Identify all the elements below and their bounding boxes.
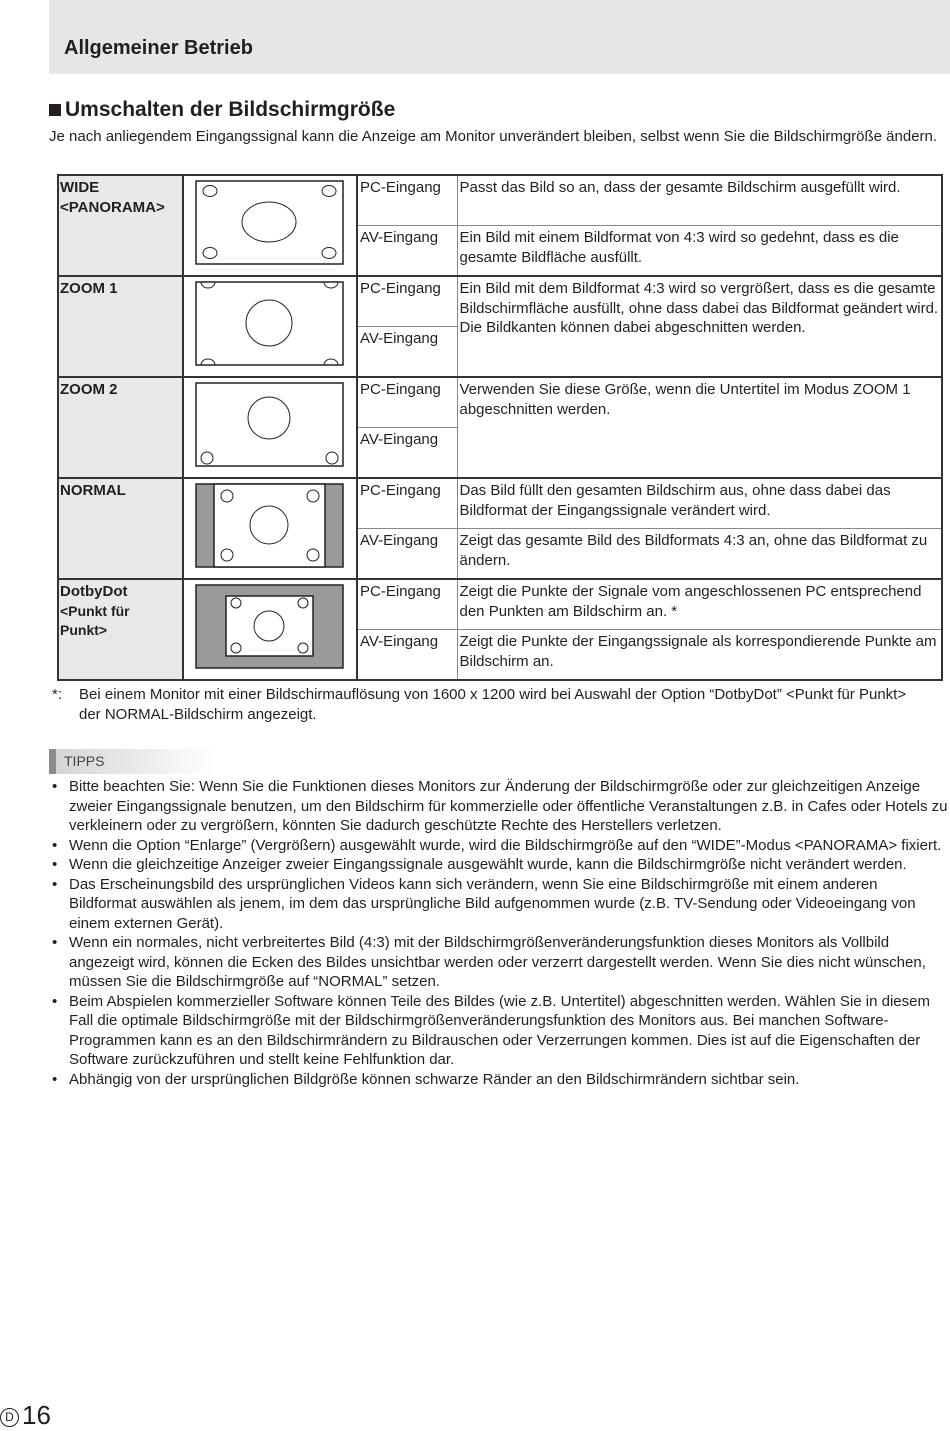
footnote: *: Bei einem Monitor mit einer Bildschirmauflösung von 1600 x 1200 wird bei Auswahl der Option “DotbyDot” <Punkt für Punkt> der NORMAL-Bildschirm angezeigt.	[52, 686, 907, 723]
list-item: • Wenn die Option “Enlarge” (Vergrößern) ausgewählt wurde, wird die Bildschirmgröße auf den “WIDE”-Modus <PANORAMA> fixiert.	[49, 836, 949, 856]
list-item: • Wenn ein normales, nicht verbreitertes Bild (4:3) mit der Bildschirmgrößenveränderungsfunktion dieses Monitors als Vollbild angezeigt wird, können die Ecken des Bildes unsichtbar werden oder verzerrt dargestellt werden. Wenn Sie dies nicht wünschen, müssen Sie die Bildschirmgröße auf “NORMAL” setzen.	[49, 933, 949, 992]
page-number: D 16	[0, 1400, 51, 1431]
input-label: PC-Eingang	[357, 276, 457, 327]
section-title: Umschalten der Bildschirmgröße	[49, 98, 395, 122]
list-item: • Das Erscheinungsbild des ursprünglichen Videos kann sich verändern, wenn Sie eine Bildschirmgröße mit einem anderen Bildformat auswählen als jenem, im dem das ursprüngliche Bild aufgenommen wurde (z.B. TV-Sendung oder Videoeingang von einem externen Gerät).	[49, 875, 949, 934]
mode-description: Verwenden Sie diese Größe, wenn die Untertitel im Modus ZOOM 1 abgeschnitten werden.	[457, 377, 942, 478]
wide-illustration	[183, 175, 357, 276]
mode-description: Zeigt das gesamte Bild des Bildformats 4:3 an, ohne das Bildformat zu ändern.	[457, 529, 942, 580]
input-label: AV-Eingang	[357, 226, 457, 277]
mode-description: Zeigt die Punkte der Eingangssignale als korrespondierende Punkte am Bildschirm an.	[457, 630, 942, 681]
zoom2-illustration	[183, 377, 357, 478]
mode-label: ZOOM 2	[58, 377, 183, 478]
list-item: • Beim Abspielen kommerzieller Software können Teile des Bildes (wie z.B. Untertitel) abgeschnitten werden. Wählen Sie in diesem Fall die optimale Bildschirmgröße mit der Bildschirmgrößenveränderungsfunktion des Monitors aus. Bei manchen Software-Programmen kann es an den Bildschirmrändern zu Bildrauschen oder Verzerrungen kommen. Dies ist auf die Eigenschaften der Software zurückzuführen und stellt keine Fehlfunktion dar.	[49, 992, 949, 1070]
list-item: • Wenn die gleichzeitige Anzeiger zweier Eingangssignale ausgewählt wurde, kann die Bildschirmgröße nicht verändert werden.	[49, 855, 949, 875]
list-item: • Abhängig von der ursprünglichen Bildgröße können schwarze Ränder an den Bildschirmrändern sichtbar sein.	[49, 1070, 949, 1090]
input-label: AV-Eingang	[357, 428, 457, 479]
mode-description: Das Bild füllt den gesamten Bildschirm aus, ohne dass dabei das Bildformat der Eingangssignale verändert wird.	[457, 478, 942, 529]
input-label: PC-Eingang	[357, 377, 457, 428]
input-label: PC-Eingang	[357, 175, 457, 226]
mode-description: Ein Bild mit einem Bildformat von 4:3 wird so gedehnt, dass es die gesamte Bildfläche ausfüllt.	[457, 226, 942, 277]
tips-heading: TIPPS	[49, 749, 216, 774]
mode-label: WIDE <PANORAMA>	[58, 175, 183, 276]
mode-label: ZOOM 1	[58, 276, 183, 377]
normal-illustration	[183, 478, 357, 579]
mode-label: DotbyDot <Punkt für Punkt>	[58, 579, 183, 680]
dotbydot-illustration	[183, 579, 357, 680]
list-item: • Bitte beachten Sie: Wenn Sie die Funktionen dieses Monitors zur Änderung der Bildschirmgröße oder zur gleichzeitigen Anzeige zweier Eingangssignale benutzen, um den Bildschirm für kommerzielle oder öffentliche Veranstaltungen z.B. in Cafes oder Hotels zu verkleinern oder zu vergrößern, könnten Sie dadurch geschützte Rechte des Herstellers verletzen.	[49, 777, 949, 836]
mode-description: Ein Bild mit dem Bildformat 4:3 wird so vergrößert, dass es die gesamte Bildschirmfläche ausfüllt, ohne dass dabei das Bildformat geändert wird. Die Bildkanten können dabei abgeschnitten werden.	[457, 276, 942, 377]
screen-size-table	[57, 174, 943, 681]
bullet-square-icon	[49, 104, 61, 116]
input-label: AV-Eingang	[357, 529, 457, 580]
tips-list	[49, 777, 949, 1089]
page-header	[49, 0, 950, 74]
input-label: AV-Eingang	[357, 327, 457, 378]
header-title: Allgemeiner Betrieb	[64, 37, 253, 59]
intro-text: Je nach anliegendem Eingangssignal kann die Anzeige am Monitor unverändert bleiben, selbst wenn Sie die Bildschirmgröße ändern.	[49, 128, 938, 145]
mode-label: NORMAL	[58, 478, 183, 579]
input-label: PC-Eingang	[357, 478, 457, 529]
mode-description: Zeigt die Punkte der Signale vom angeschlossenen PC entsprechend den Punkten am Bildschirm an. *	[457, 579, 942, 630]
input-label: PC-Eingang	[357, 579, 457, 630]
mode-description: Passt das Bild so an, dass der gesamte Bildschirm ausgefüllt wird.	[457, 175, 942, 226]
zoom1-illustration	[183, 276, 357, 377]
input-label: AV-Eingang	[357, 630, 457, 681]
language-mark-icon: D	[0, 1408, 19, 1427]
